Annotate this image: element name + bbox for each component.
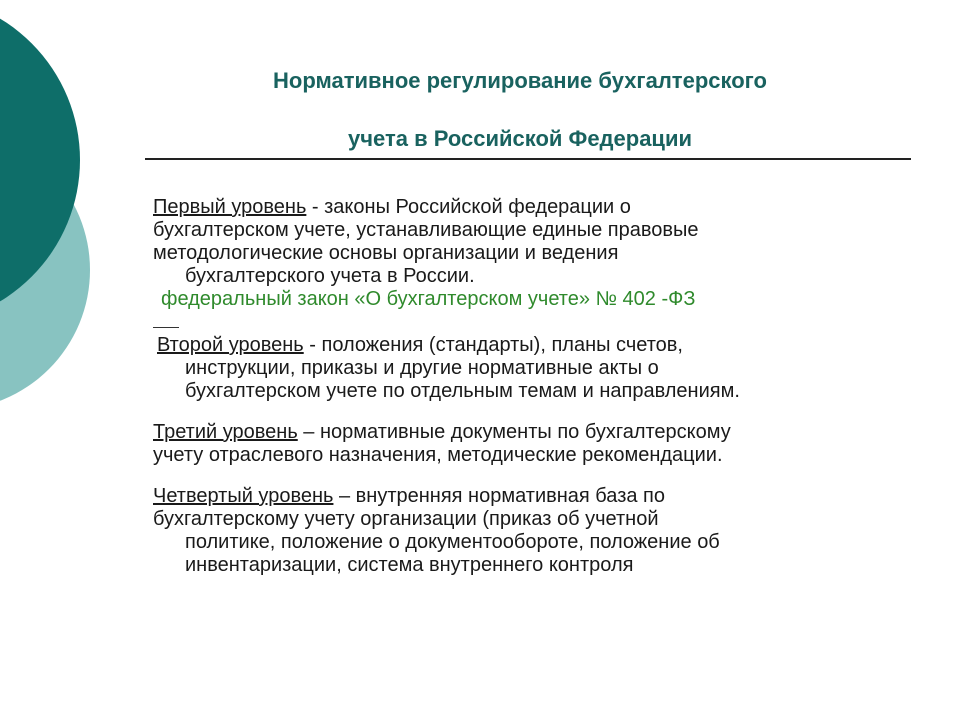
title-divider <box>145 158 911 160</box>
level-4 <box>153 485 913 577</box>
level-2 <box>153 334 913 403</box>
slide-title <box>150 52 890 168</box>
level-4-line-4: инвентаризации, система внутреннего контроля <box>185 554 634 576</box>
level-2-line-3: бухгалтерском учете по отдельным темам и направлениям. <box>185 380 740 402</box>
slide-body <box>153 196 913 577</box>
level-4-line-3: политике, положение о документообороте, положение об <box>185 531 720 553</box>
level-2-text: - положения (стандарты), планы счетов, <box>303 334 683 356</box>
level-4-line-2: бухгалтерскому учету организации (приказ об учетной <box>153 508 659 530</box>
level-1-line-2: бухгалтерском учете, устанавливающие единые правовые <box>153 219 699 241</box>
law-reference: федеральный закон «О бухгалтерском учете» № 402 -ФЗ <box>161 288 696 310</box>
level-1-line-3: методологические основы организации и ведения <box>153 242 619 264</box>
level-1-line-4: бухгалтерского учета в России. <box>185 265 475 287</box>
level-3 <box>153 421 913 467</box>
level-4-text: – внутренняя нормативная база по <box>333 485 665 507</box>
level-4-label: Четвертый уровень <box>153 485 334 507</box>
title-line-2: учета в Российской Федерации <box>348 126 692 151</box>
level-1 <box>153 196 913 334</box>
title-line-1: Нормативное регулирование бухгалтерского <box>273 68 767 93</box>
level-1-text: - законы Российской федерации о <box>306 196 631 218</box>
blank-underline <box>153 311 913 334</box>
level-1-label: Первый уровень <box>153 196 307 218</box>
level-2-label: Второй уровень <box>157 334 304 356</box>
level-2-line-2: инструкции, приказы и другие нормативные акты о <box>185 357 659 379</box>
level-3-text: – нормативные документы по бухгалтерскому <box>297 421 731 443</box>
level-3-line-2: учету отраслевого назначения, методические рекомендации. <box>153 444 723 466</box>
level-3-label: Третий уровень <box>153 421 298 443</box>
